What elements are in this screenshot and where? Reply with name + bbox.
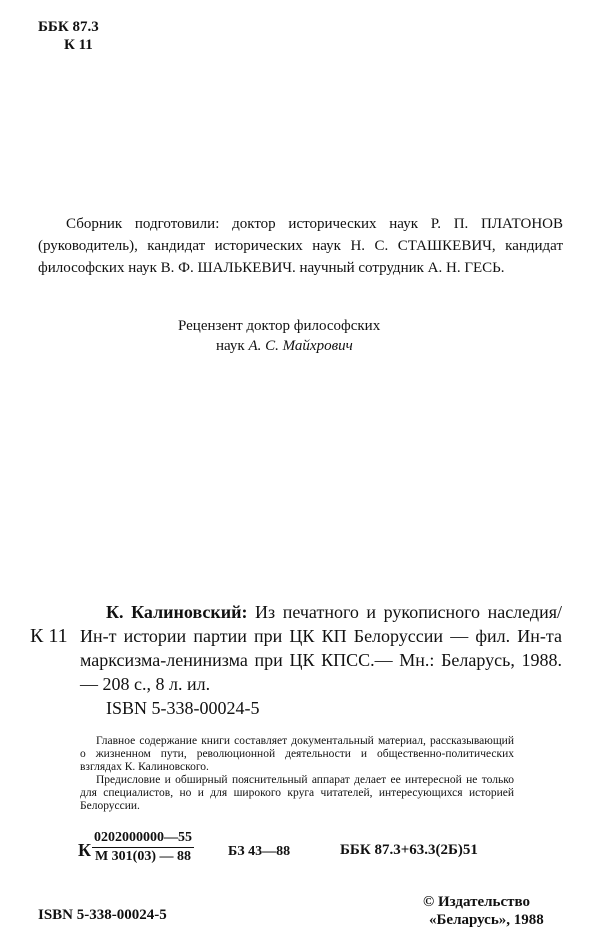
reviewer-block: [178, 316, 380, 356]
price-index-bz: БЗ 43—88: [228, 844, 291, 859]
annotation-paragraph-1: Главное содержание книги составляет документальный материал, рассказывающий о жизненном пути, революционной деятельности и общественно-политических взглядах К. Калиновского.: [80, 735, 514, 773]
catalog-entry-isbn: ISBN 5-338-00024-5: [106, 698, 260, 718]
author-mark: К 11: [64, 37, 93, 53]
reviewer-line-2: [178, 336, 380, 356]
catalog-code: К 11: [30, 625, 68, 647]
annotation-paragraph-2: Предисловие и обширный пояснительный аппарат делает ее интересной не только для специалистов, но и для широкого круга читателей, интересующихся историей Белоруссии.: [80, 774, 514, 812]
catalog-entry-author: К. Калиновский:: [106, 602, 248, 622]
bbk-code: ББК 87.3: [38, 19, 99, 35]
price-index-letter: К: [78, 840, 92, 860]
catalog-entry: [80, 600, 562, 720]
price-index-denominator: М 301(03) — 88: [94, 849, 192, 864]
annotation: [80, 735, 514, 813]
reviewer-line-1: Рецензент доктор философских: [178, 318, 381, 334]
publisher-copyright: [423, 893, 544, 929]
price-index-fraction: [92, 830, 194, 865]
reviewer-degree: наук: [216, 338, 245, 354]
price-index-numerator: 0202000000—55: [92, 830, 194, 848]
reviewer-name: А. С. Майхрович: [248, 338, 353, 354]
compilers-paragraph: Сборник подготовили: доктор исторических наук Р. П. ПЛАТОНОВ (руководитель), кандидат исторических наук Н. С. СТАШКЕВИЧ, кандидат философских наук В. Ф. ШАЛЬКЕВИЧ. научный сотрудник А. Н. ГЕСЬ.: [38, 216, 563, 276]
catalog-entry-description: Из печатного и рукописного наследия/Ин-т истории партии при ЦК КП Белоруссии — фил. Ин-та марксизма-ленинизма при ЦК КПСС.— Мн.: Беларусь, 1988.— 208 с., 8 л. ил.: [80, 602, 562, 694]
publisher-line-1: © Издательство: [423, 894, 530, 910]
bbk-classification-bottom: ББК 87.3+63.3(2Б)51: [340, 842, 478, 858]
bbk-classification-top: [38, 18, 99, 54]
publisher-line-2: «Беларусь», 1988: [429, 912, 544, 928]
isbn-bottom: ISBN 5-338-00024-5: [38, 907, 167, 923]
catalog-entry-text: [80, 600, 562, 696]
